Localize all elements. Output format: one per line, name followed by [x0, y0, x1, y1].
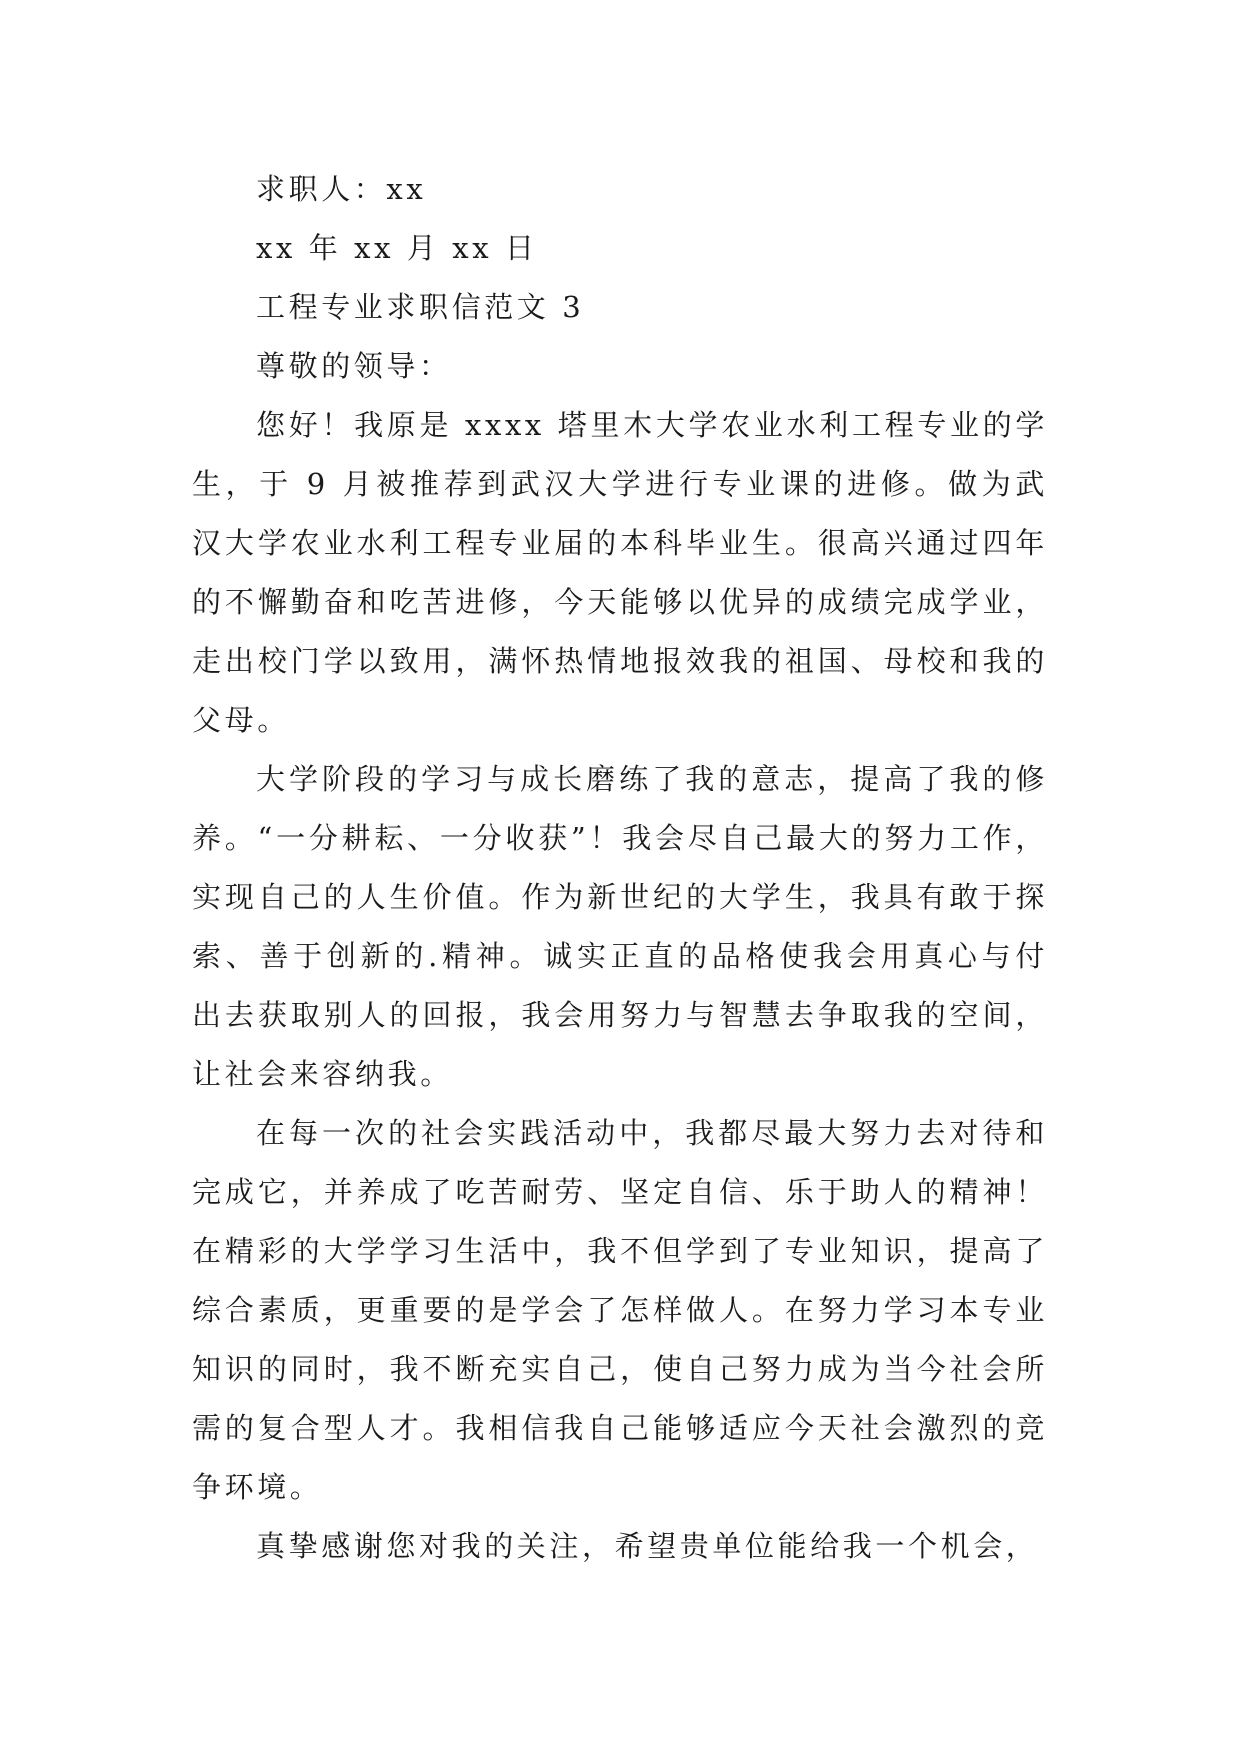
document-heading: 工程专业求职信范文 3	[256, 290, 585, 324]
body-paragraph: 您好！我原是 xxxx 塔里木大学农业水利工程专业的学生，于 9 月被推荐到武汉大学进行专业课的进修。做为武汉大学农业水利工程专业届的本科毕业生。很高兴通过四年的不懈勤奋和吃苦进修，今天能够以优异的成绩完成学业，走出校门学以致用，满怀热情地报效我的祖国、母校和我的父母。	[192, 408, 1048, 737]
document-body	[192, 160, 1048, 1576]
body-paragraph: 大学阶段的学习与成长磨练了我的意志，提高了我的修养。“一分耕耘、一分收获”！我会尽自己最大的努力工作，实现自己的人生价值。作为新世纪的大学生，我具有敢于探索、善于创新的.精神。诚实正直的品格使我会用真心与付出去获取别人的回报，我会用努力与智慧去争取我的空间，让社会来容纳我。	[192, 762, 1048, 1091]
date-line: xx 年 xx 月 xx 日	[256, 231, 538, 265]
signature-line: 求职人：xx	[256, 172, 427, 206]
body-paragraph: 真挚感谢您对我的关注，希望贵单位能给我一个机会，	[256, 1529, 1039, 1563]
body-paragraph: 在每一次的社会实践活动中，我都尽最大努力去对待和完成它，并养成了吃苦耐劳、坚定自信、乐于助人的精神！在精彩的大学学习生活中，我不但学到了专业知识，提高了综合素质，更重要的是学会了怎样做人。在努力学习本专业知识的同时，我不断充实自己，使自己努力成为当今社会所需的复合型人才。我相信我自己能够适应今天社会激烈的竞争环境。	[192, 1116, 1048, 1504]
salutation: 尊敬的领导：	[256, 349, 452, 383]
